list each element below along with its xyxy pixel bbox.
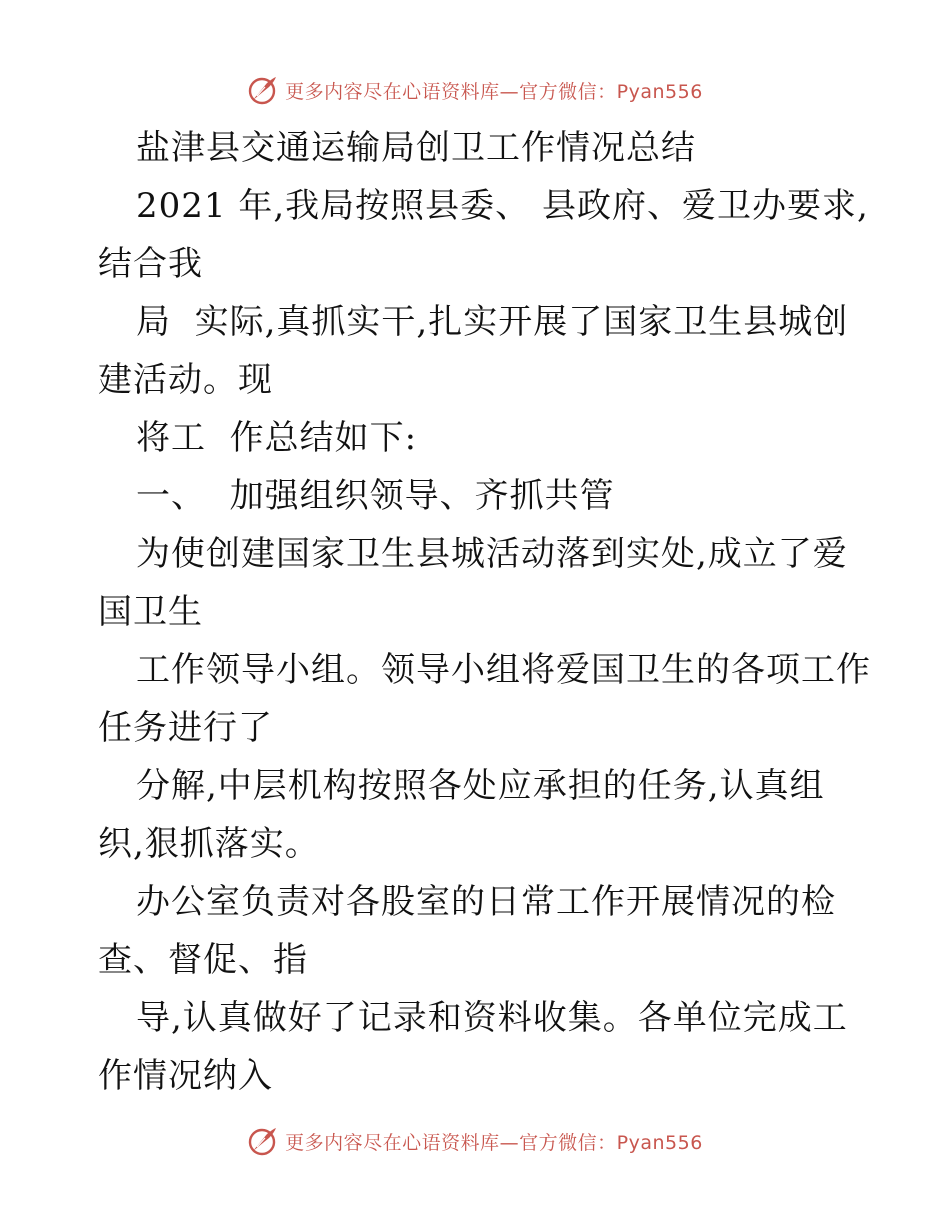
paragraph-line: 任务进行了 (98, 708, 273, 748)
paragraph-line: 局 实际,真抓实干,扎实开展了国家卫生县城创 (136, 302, 849, 342)
paragraph-line: 分解,中层机构按照各处应承担的任务,认真组 (136, 766, 825, 806)
paragraph-line: 国卫生 (98, 592, 203, 632)
quill-pen-logo-icon (247, 1125, 279, 1157)
paragraph-line: 为使创建国家卫生县城活动落到实处,成立了爱 (136, 534, 848, 574)
paragraph-line: 办公室负责对各股室的日常工作开展情况的检 (136, 882, 836, 922)
banner-text: 更多内容尽在心语资料库—官方微信：Pyan556 (285, 1131, 703, 1154)
paragraph-line: 工作领导小组。领导小组将爱国卫生的各项工作 (136, 650, 871, 690)
document-body (98, 119, 871, 1105)
document-title: 盐津县交通运输局创卫工作情况总结 (136, 128, 696, 168)
section-heading: 一、 加强组织领导、齐抓共管 (136, 476, 615, 516)
paragraph-line: 建活动。现 (98, 360, 273, 400)
paragraph-line: 结合我 (98, 244, 203, 284)
banner-text: 更多内容尽在心语资料库—官方微信：Pyan556 (285, 80, 703, 103)
header-watermark-banner (0, 70, 950, 110)
paragraph-line: 导,认真做好了记录和资料收集。各单位完成工 (136, 998, 848, 1038)
footer-watermark-banner (0, 1121, 950, 1161)
paragraph-line: 将工 作总结如下: (136, 418, 418, 458)
paragraph-line: 2021 年,我局按照县委、 县政府、爱卫办要求, (136, 186, 869, 226)
paragraph-line: 作情况纳入 (98, 1056, 273, 1096)
paragraph-line: 查、督促、指 (98, 940, 308, 980)
paragraph-line: 织,狠抓落实。 (98, 824, 320, 864)
quill-pen-logo-icon (247, 74, 279, 106)
